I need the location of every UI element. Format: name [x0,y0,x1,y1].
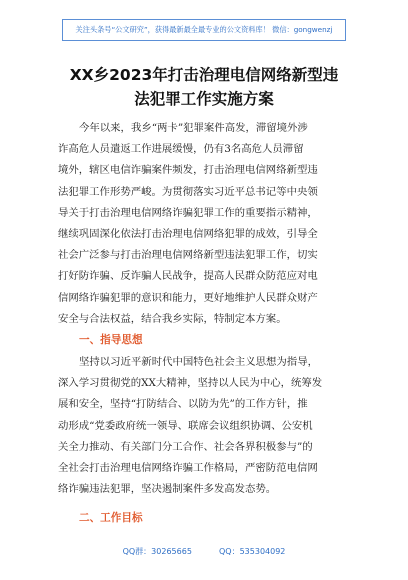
section-line: 关全力推动、有关部门分工合作、社会各界积极参与”的 [58,440,313,453]
guiding-ideology-paragraph [58,352,350,500]
section-heading-guiding-ideology: 一、指导思想 [79,334,143,346]
intro-line: 导关于打击治理电信网络诈骗犯罪工作的重要指示精神， [58,206,318,219]
section-line: 络诈骗违法犯罪，坚决遏制案件多发高发态势。 [58,483,277,496]
intro-line: 安全与合法权益，结合我乡实际，特制定本方案。 [58,312,287,325]
section-line: 坚持以习近平新时代中国特色社会主义思想为指导， [79,356,318,368]
section-line: 展和安全，坚持“打防结合、以防为先”的工作方针，推 [58,398,308,411]
intro-line: 打好防诈骗、反诈骗人民战争，提高人民群众防范应对电 [58,270,318,283]
intro-line: 今年以来，我乡“两卡”犯罪案件高发，滞留境外涉 [79,122,308,134]
footer [0,546,408,557]
intro-line: 继续巩固深化依法打击治理电信网络犯罪的成效，引导全 [58,228,318,241]
banner [62,19,346,41]
intro-line: 法犯罪工作形势严峻。为贯彻落实习近平总书记等中央领 [58,185,318,198]
intro-paragraph [58,118,350,330]
section-line: 全社会打击治理电信网络诈骗工作格局，严密防范电信网 [58,462,318,475]
document-title-line-2: 法犯罪工作实施方案 [134,90,274,108]
section-line: 深入学习贯彻党的XX大精神，坚持以人民为中心，统筹发 [58,377,323,390]
intro-line: 境外，辖区电信诈骗案件频发，打击治理电信网络新型违 [58,164,318,177]
intro-line: 社会广泛参与打击治理电信网络新型违法犯罪工作，切实 [58,249,318,262]
document-title-line-1: XX乡2023年打击治理电信网络新型违 [69,66,339,84]
footer-qq-group: QQ群：30265665 [122,547,192,556]
intro-line: 信网络诈骗犯罪的意识和能力，更好地维护人民群众财产 [58,291,318,304]
section-heading-work-goals: 二、工作目标 [79,512,143,524]
section-line: 动形成“党委政府统一领导、联席会议组织协调、公安机 [58,419,313,432]
footer-qq: QQ：535304092 [219,547,286,556]
intro-line: 诈高危人员遣返工作进展缓慢，仍有3名高危人员滞留 [58,143,304,156]
banner-text: 关注头条号“公文研究”，获得最新最全最专业的公文资料库！ 微信：gongwenzj [75,25,333,34]
